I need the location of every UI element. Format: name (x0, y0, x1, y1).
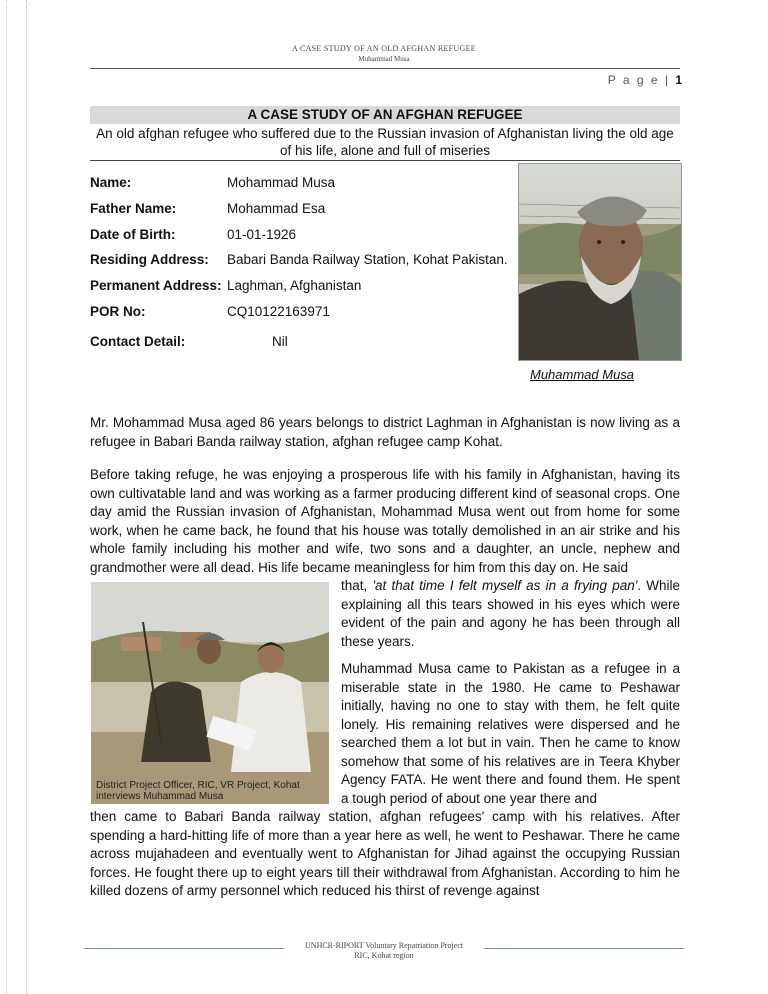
page-edge (0, 0, 27, 994)
field-value: 01-01-1926 (227, 227, 297, 242)
header-doc-title: A CASE STUDY OF AN OLD AFGHAN REFUGEE (292, 44, 476, 53)
interview-image (91, 582, 329, 804)
field-value: Nil (272, 334, 288, 349)
footer-project: UNHCR-RIPORT Voluntary Repatriation Project (305, 941, 463, 950)
field-value: Mohammad Esa (227, 201, 326, 216)
interview-photo (91, 582, 329, 804)
paragraph-jihad: then came to Babari Banda railway station, afghan refugees' camp with his relatives. After spending a hard-hitting life of more than a year here as well, he went to Peshawar. There he came across mujahadeen and eventually went to Afghanistan for Jihad against the occupying Russian forces. He fought there up to eight years till their withdrawal from Afghanistan. According to him he killed dozens of army personnel which reduced his thirst of revenge against (90, 809, 680, 898)
field-value: Mohammad Musa (227, 175, 336, 190)
page-separator: | (659, 73, 676, 87)
field-label: Permanent Address: (90, 278, 222, 293)
interview-caption (96, 780, 300, 802)
field-label: Residing Address: (90, 252, 209, 267)
field-value: CQ10122163971 (227, 304, 330, 319)
paragraph-background: Before taking refuge, he was enjoying a prosperous life with his family in Afghanistan, having its own cultivatable land and was working as a farmer producing different kind of seasonal crops. One day amid the Russian invasion of Afghanistan, Mohammad Musa went out from home for some work, when he came back, he found that his house was totally demolished in an air strike and his whole family including his mother and wife, two sons and a daughter, an uncle, nephew and grandmother were all dead. His life became meaningless for him from this day on. He said (90, 467, 680, 575)
subtitle-divider (90, 160, 680, 161)
interview-caption-line1: District Project Officer, RIC, VR Project, Kohat (96, 780, 300, 791)
field-value: Laghman, Afghanistan (227, 278, 362, 293)
field-value: Babari Banda Railway Station, Kohat Pakistan. (227, 252, 508, 267)
page-label: P a g e (607, 73, 660, 87)
field-label: Contact Detail: (90, 334, 186, 349)
header-divider (90, 68, 680, 69)
interview-caption-line2: interviews Muhammad Musa (96, 791, 224, 802)
portrait-caption: Muhammad Musa (530, 367, 635, 382)
quote-tail: . While explaining all this tears showed in his eyes which were evident of the pain and agony he has been through all these years. (341, 578, 680, 649)
header-author: Muhammad Musa (358, 55, 410, 63)
page-number (608, 73, 682, 87)
paragraph-quote (341, 577, 680, 651)
paragraph-intro: Mr. Mohammad Musa aged 86 years belongs to district Laghman in Afghanistan is now living as a refugee in Babari Banda railway station, afghan refugee camp Kohat. (90, 415, 680, 449)
portrait-image (519, 164, 681, 360)
field-label: Father Name: (90, 201, 177, 216)
portrait-photo (518, 163, 682, 361)
field-label: POR No: (90, 304, 146, 319)
document-subtitle: An old afghan refugee who suffered due to the Russian invasion of Afghanistan living the old age of his life, alone and full of miseries (96, 126, 674, 158)
footer-region: RIC, Kohat region (354, 951, 414, 960)
document-title: A CASE STUDY OF AN AFGHAN REFUGEE (90, 106, 680, 124)
paragraph-arrival: Muhammad Musa came to Pakistan as a refugee in a miserable state in the 1980. He came to Peshawar initially, having no one to stay with them, he felt quite lonely. His remaining relatives were dispersed and he searched them a lot but in vain. Then he came to know somehow that some of his relatives are in Teera Khyber Agency FATA. He went there and found them. He spent a tough period of about one year there and (341, 661, 680, 806)
field-label: Name: (90, 175, 132, 190)
quote-lead: that, (341, 578, 373, 593)
field-label: Date of Birth: (90, 227, 176, 242)
quote-text: 'at that time I felt myself as in a frying pan' (372, 578, 638, 593)
page-number-value: 1 (675, 73, 682, 87)
